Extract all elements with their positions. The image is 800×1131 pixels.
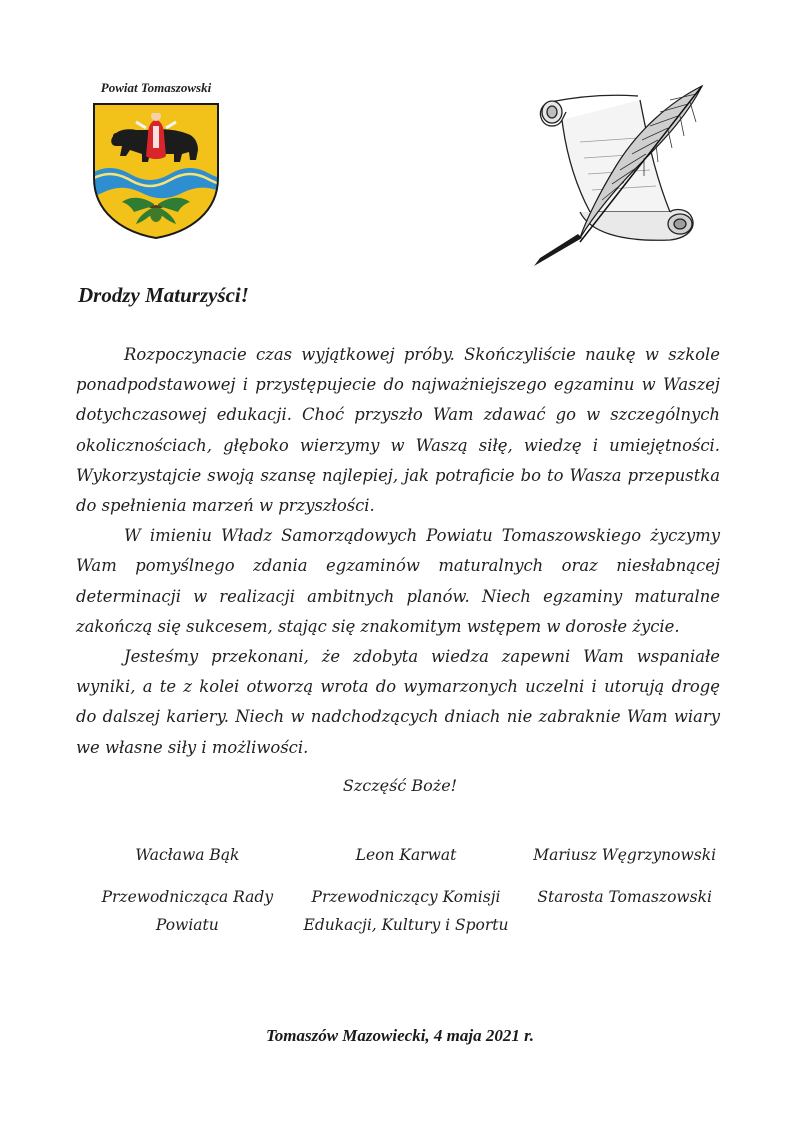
paragraph: W imieniu Władz Samorządowych Powiatu Tomaszowskiego życzymy Wam pomyślnego zdania egzaminów maturalnych oraz niesłabnącej determinacji w realizacji ambitnych planów. Niech egzaminy maturalne zakończą się sukcesem, stając się znakomitym wstępem w dorosłe życie. <box>76 526 720 636</box>
signatory-name: Mariusz Węgrzynowski <box>533 846 717 864</box>
district-label: Powiat Tomaszowski <box>100 80 212 95</box>
signatory-title-line: Przewodnicząca Rady <box>101 888 274 906</box>
closing-blessing: Szczęść Boże! <box>342 776 458 795</box>
signatory-title-line: Przewodniczący Komisji <box>311 888 501 906</box>
signatory-name: Wacława Bąk <box>135 846 240 864</box>
signatories <box>78 840 734 939</box>
letter-body <box>76 340 720 763</box>
signatory-title <box>297 883 516 939</box>
paragraph: Rozpoczynacie czas wyjątkowej próby. Skończyliście naukę w szkole ponadpodstawowej i przystępujecie do najważniejszego egzaminu w Waszej dotychczasowej edukacji. Choć przyszło Wam zdawać go w szczególnych okolicznościach, głęboko wierzymy w Waszą siłę, wiedzę i umiejętności. Wykorzystajcie swoją szansę najlepiej, jak potraficie bo to Wasza przepustka do spełnienia marzeń w przyszłości. <box>76 345 720 516</box>
signatory-title-line: Edukacji, Kultury i Sportu <box>303 916 509 934</box>
place-and-date: Tomaszów Mazowiecki, 4 maja 2021 r. <box>265 1026 535 1045</box>
signatory-title <box>515 883 734 911</box>
signatory-name: Leon Karwat <box>355 846 457 864</box>
signatory <box>297 840 516 939</box>
greeting-heading: Drodzy Maturzyści! <box>78 283 249 307</box>
coat-of-arms-icon <box>90 100 222 240</box>
signatory-title-line: Starosta Tomaszowski <box>537 888 712 906</box>
signatory <box>78 840 297 939</box>
signatory-title-line: Powiatu <box>155 916 219 934</box>
quill-and-scroll-icon <box>520 82 720 270</box>
paragraph: Jesteśmy przekonani, że zdobyta wiedza zapewni Wam wspaniałe wyniki, a te z kolei otworzą wrota do wymarzonych uczelni i utorują drogę do dalszej kariery. Niech w nadchodzących dniach nie zabraknie Wam wiary we własne siły i możliwości. <box>76 647 720 757</box>
signatory <box>515 840 734 939</box>
signatory-title <box>78 883 297 939</box>
